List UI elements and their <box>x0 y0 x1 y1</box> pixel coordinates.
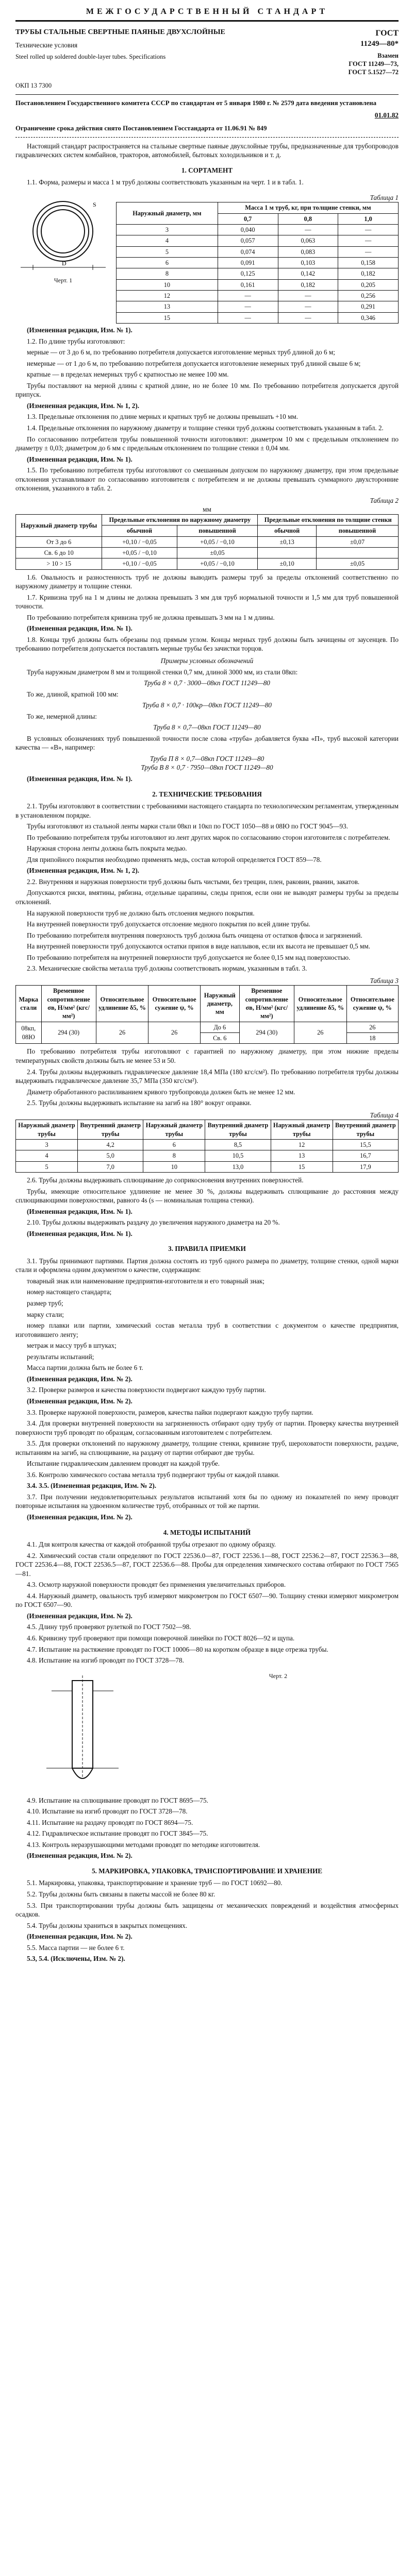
decree-date-row <box>15 111 399 120</box>
table4-head-2: Внутренний диаметр трубы <box>78 1120 143 1140</box>
table-cell: ±0,05 <box>177 547 258 558</box>
table2-head-diameter: Наружный диаметр трубы <box>16 514 102 536</box>
s1-change4: (Измененная редакция, Изм. № 1). <box>27 624 133 633</box>
table-row <box>16 547 399 558</box>
s2-p18: 2.6. Трубы должны выдерживать сплющивание до соприкосновения внутренних поверхностей. <box>27 1176 304 1184</box>
pipe-cross-section-icon <box>15 190 111 273</box>
table-cell: +0,05 / −0,10 <box>102 547 177 558</box>
s4-p13: 4.13. Контроль неразрушающими методами проводят по методике изготовителя. <box>27 1840 260 1849</box>
fig1-d-label: D <box>62 259 67 267</box>
table-cell: 13 <box>271 1150 333 1161</box>
table3-head-narrow-2: Относительное сужение ψ, % <box>346 986 398 1022</box>
section-2-title: 2. ТЕХНИЧЕСКИЕ ТРЕБОВАНИЯ <box>152 790 262 798</box>
table-row <box>117 258 399 268</box>
example-1-formula: Труба 8 × 0,7 · 3000—08кп ГОСТ 11249—80 <box>144 679 270 687</box>
s2-p11: На внутренней поверхности труб допускаются остатки припоя в виде наплывов, если их высота не превышает 0,5 мм. <box>27 942 370 951</box>
table3-row-1 <box>16 1022 399 1032</box>
s4-p1: 4.1. Для контроля качества от каждой отобранной трубы отрезают по одному образцу. <box>27 1540 276 1549</box>
table-cell <box>258 547 317 558</box>
table-cell: 0,346 <box>338 312 399 323</box>
replaces-block <box>268 52 399 76</box>
table-cell: ±0,13 <box>258 536 317 547</box>
s3-p4: размер труб; <box>27 1299 63 1308</box>
table2-head-high-2: повышенной <box>316 526 398 536</box>
s3-change1: (Измененная редакция, Изм. № 2). <box>27 1375 133 1383</box>
table-cell: 12 <box>117 291 218 301</box>
table-row <box>117 301 399 312</box>
standard-banner: МЕЖГОСУДАРСТВЕННЫЙ СТАНДАРТ <box>15 4 399 22</box>
table-cell: — <box>218 291 278 301</box>
s1-change2: (Измененная редакция, Изм. № 1, 2). <box>27 401 140 410</box>
example-3-formula: Труба 8 × 0,7—08кп ГОСТ 11249—80 <box>153 723 261 732</box>
table-cell <box>316 547 398 558</box>
s3-change3: 3.4. 3.5. (Измененная редакция, Изм. № 2). <box>27 1482 157 1490</box>
table2-head-diam-dev: Предельные отклонения по наружному диаметру <box>102 514 258 525</box>
table-cell: 0,142 <box>278 268 338 279</box>
section-5-title: 5. МАРКИРОВКА, УПАКОВКА, ТРАНСПОРТИРОВАНИЕ И ХРАНЕНИЕ <box>91 1867 323 1875</box>
table4-body <box>16 1139 399 1172</box>
s4-p10: 4.10. Испытание на изгиб проводят по ГОСТ 3728—78. <box>27 1807 188 1816</box>
table1 <box>116 202 399 324</box>
table-cell: 15 <box>271 1161 333 1172</box>
table3-head-diameter: Наружный диаметр, мм <box>200 986 239 1022</box>
examples-title: Примеры условных обозначений <box>160 657 254 665</box>
table-cell: 3 <box>16 1139 78 1150</box>
s3-p13: 3.5. Для проверки отклонений по наружному диаметру, толщине стенки, кривизне труб, шероховатости поверхности, раздаче, испытаниям на загиб, на сплющивание, на раздачу от партии отбирают две трубы. <box>15 1439 399 1456</box>
s4-change1: (Измененная редакция, Изм. № 2). <box>27 1612 133 1620</box>
table-cell: 0,057 <box>218 235 278 246</box>
table2-head-high-1: повышенной <box>177 526 258 536</box>
s2-p8: На наружной поверхности труб не должно быть отслоения медного покрытия. <box>27 909 255 917</box>
table-cell: 0,158 <box>338 258 399 268</box>
table-cell: 0,291 <box>338 301 399 312</box>
example-4: В условных обозначениях труб повышенной точности после слова «труба» добавляется буква «П», труб высокой категории качества — «В», например: <box>15 734 399 752</box>
s1-change1: (Измененная редакция, Изм. № 1). <box>27 326 133 334</box>
example-4-formula-2: Труба В 8 × 0,7 · 7950—08кп ГОСТ 11249—80 <box>141 764 273 772</box>
example-2-formula: Труба 8 × 0,7 · 100кр—08кп ГОСТ 11249—80 <box>142 701 272 709</box>
s5-change2: 5.3, 5.4. (Исключены, Изм. № 2). <box>27 1955 125 1963</box>
section-4-title: 4. МЕТОДЫ ИСПЫТАНИЙ <box>163 1528 251 1536</box>
s3-p5: марку стали; <box>27 1310 64 1318</box>
s5-p1: 5.1. Маркировка, упаковка, транспортирование и хранение труб — по ГОСТ 10692—80. <box>27 1879 283 1887</box>
s1-p8: 1.4. Предельные отклонения по наружному диаметру и толщине стенки труб должны соответствовать указанным в табл. 2. <box>27 423 384 432</box>
table-cell: > 10 > 15 <box>16 558 102 569</box>
table4-caption: Таблица 4 <box>370 1111 399 1119</box>
table3-cell: 294 (30) <box>239 1022 294 1044</box>
table2-head-wall-dev: Предельные отклонения по толщине стенки <box>258 514 399 525</box>
s4-p9: 4.9. Испытание на сплющивание проводят по ГОСТ 8695—75. <box>27 1796 208 1804</box>
table-row <box>117 279 399 290</box>
s3-p15: 3.6. Контролю химического состава металла труб подвергают трубы от каждой плавки. <box>27 1470 280 1479</box>
s4-p3: 4.3. Осмотр наружной поверхности проводят без применения увеличительных приборов. <box>27 1581 286 1589</box>
s2-p6: 2.2. Внутренняя и наружная поверхности труб должны быть чистыми, без трещин, плен, раковин, рванин, закатов. <box>27 877 360 886</box>
gost-number: 11249—80* <box>360 39 399 48</box>
table4-head-6: Внутренний диаметр трубы <box>333 1120 398 1140</box>
table1-head-diameter: Наружный диаметр, мм <box>117 202 218 225</box>
table-cell: +0,05 / −0,10 <box>177 536 258 547</box>
s3-p1: 3.1. Трубы принимают партиями. Партия должна состоять из труб одного размера по диаметру, толщине стенки, одной марки стали и оформлена одним документом о качестве, содержащим: <box>15 1257 399 1274</box>
example-4-formula-1: Труба П 8 × 0,7—08кп ГОСТ 11249—80 <box>150 754 264 762</box>
s1-p4: немерные — от 1 до 6 м, по требованию потребителя допускается изготовление немерных труб длиной свыше 6 м; <box>27 359 361 367</box>
s3-p11: 3.3. Проверке наружной поверхности, размеров, качества пайки подвергают каждую трубу партии. <box>27 1408 313 1416</box>
s3-p9: Масса партии должна быть не более 6 т. <box>27 1364 143 1372</box>
table-cell: 0,083 <box>278 246 338 257</box>
table3-head-elong-2: Относительное удлинение δ5, % <box>294 986 346 1022</box>
s5-p4: 5.4. Трубы должны храниться в закрытых помещениях. <box>27 1921 188 1929</box>
okp-code: ОКП 13 7300 <box>15 81 399 95</box>
gost-label: ГОСТ <box>375 29 399 38</box>
s3-p3: номер настоящего стандарта; <box>27 1288 112 1296</box>
table-cell: +0,05 / −0,10 <box>177 558 258 569</box>
s3-change4: (Измененная редакция, Изм. № 2). <box>27 1513 133 1521</box>
table-cell: 0,256 <box>338 291 399 301</box>
example-3: То же, немерной длины: <box>27 712 97 720</box>
s1-p14: 1.8. Концы труб должны быть обрезаны под прямым углом. Концы мерных труб должны быть зачищены от заусенцев. По требованию потребителя допускается поставлять мерные трубы без зачистки торцов. <box>15 635 399 653</box>
table-cell: 10 <box>117 279 218 290</box>
s2-p5: Для припойного покрытия необходимо применять медь, состав которой определяется ГОСТ 859—78. <box>27 855 322 863</box>
s3-p7: метраж и массу труб в штуках; <box>27 1342 117 1350</box>
s1-p6: Трубы поставляют на мерной длины с кратной длине, но не более 10 мм. По требованию потребителя допускается другой припуск. <box>15 381 399 399</box>
s2-p9: На внутренней поверхности труб допускается отслоение медного покрытия по всей длине трубы. <box>27 920 310 928</box>
table-cell: ±0,10 <box>258 558 317 569</box>
title-en: Steel rolled up soldered double-layer tubes. Specifications <box>15 53 166 61</box>
table-cell: 8 <box>143 1150 205 1161</box>
s2-p3: По требованию потребителя трубы изготовляют из лент других марок по согласованию сторон изготовителя с потребителем. <box>27 833 390 841</box>
table-cell: — <box>278 291 338 301</box>
table4 <box>15 1120 399 1173</box>
table3-cell: 26 <box>148 1022 200 1044</box>
table-cell: 0,182 <box>338 268 399 279</box>
table-cell: +0,10 / −0,05 <box>102 558 177 569</box>
s3-p8: результаты испытаний; <box>27 1352 94 1361</box>
table-cell: — <box>278 312 338 323</box>
table3-head-grade: Марка стали <box>16 986 42 1022</box>
table-cell: 12 <box>271 1139 333 1150</box>
table3-cell: 294 (30) <box>41 1022 96 1044</box>
table4-head-5: Наружный диаметр трубы <box>271 1120 333 1140</box>
table3-cell: 08кп, 08Ю <box>16 1022 42 1044</box>
table3-cell: 26 <box>346 1022 398 1032</box>
table-cell: От 3 до 6 <box>16 536 102 547</box>
table-row <box>117 268 399 279</box>
decree-body: Постановлением Государственного комитета СССР по стандартам от 5 января 1980 г. № 2579 дата введения установлена <box>15 99 377 107</box>
header-right <box>268 26 399 76</box>
s3-p2: товарный знак или наименование предприятия-изготовителя и его товарный знак; <box>27 1277 264 1285</box>
table4-head-1: Наружный диаметр трубы <box>16 1120 78 1140</box>
s4-p12: 4.12. Гидравлическое испытание проводят по ГОСТ 3845—75. <box>27 1829 208 1838</box>
table2-caption: Таблица 2 <box>370 496 399 504</box>
table-row <box>16 1150 399 1161</box>
s2-p17: 2.5. Трубы должны выдерживать испытание на загиб на 180° вокруг оправки. <box>27 1099 252 1107</box>
s4-change2: (Измененная редакция, Изм. № 2). <box>27 1852 133 1860</box>
table-row <box>16 558 399 569</box>
table1-head-10: 1,0 <box>338 213 399 224</box>
s2-p16: Диаметр обработанного распиливанием кривого трубопровода должен быть не менее 12 мм. <box>27 1088 295 1096</box>
s1-p5: кратные — в пределах немерных труб с кратностью не менее 100 мм. <box>27 370 229 379</box>
table-row <box>117 246 399 257</box>
table3-cell: До 6 <box>200 1022 239 1032</box>
table1-block <box>116 190 399 324</box>
table-cell: 4 <box>16 1150 78 1161</box>
table3-head-strength: Временное сопротивление σв, Н/мм² (кгс/мм²) <box>41 986 96 1022</box>
table-cell: 0,125 <box>218 268 278 279</box>
table-cell: 4,2 <box>78 1139 143 1150</box>
table1-caption: Таблица 1 <box>370 193 399 201</box>
s2-change3: (Измененная редакция, Изм. № 1). <box>27 1229 133 1238</box>
table-cell: Св. 6 до 10 <box>16 547 102 558</box>
table-cell: 17,9 <box>333 1161 398 1172</box>
table-cell: ±0,07 <box>316 536 398 547</box>
s4-p11: 4.11. Испытание на раздачу проводят по ГОСТ 8694—75. <box>27 1818 193 1826</box>
s2-p4: Наружная сторона ленты должна быть покрыта медью. <box>27 844 187 853</box>
s1-p2: 1.2. По длине трубы изготовляют: <box>27 337 125 345</box>
s5-p2: 5.2. Трубы должны быть связаны в пакеты массой не более 80 кг. <box>27 1890 216 1898</box>
document-page <box>15 0 399 1963</box>
table-cell: 7,0 <box>78 1161 143 1172</box>
table2-unit: мм <box>203 505 211 514</box>
table-cell: 5 <box>117 246 218 257</box>
table3-caption: Таблица 3 <box>370 976 399 985</box>
table-cell: 3 <box>117 224 218 235</box>
figure2-text <box>158 1670 399 1681</box>
s3-p12: 3.4. Для проверки внутренней поверхности на загрязненность отбирают одну трубу от партии. Проверку качества внутренней поверхности труб проводят по образцам, согласованным изготовителем с потребителем. <box>15 1419 399 1436</box>
s2-change2: (Измененная редакция, Изм. № 1). <box>27 1207 133 1215</box>
table-cell: 13 <box>117 301 218 312</box>
table1-body <box>117 224 399 323</box>
table3-head-elong: Относительное удлинение δ5, % <box>96 986 148 1022</box>
s3-p6: номер плавки или партии, химический состав металла труб в соответствии с документом о качестве предприятия, изготовившего ленту; <box>15 1321 399 1338</box>
table-cell: 0,205 <box>338 279 399 290</box>
document-header <box>15 26 399 76</box>
s4-p7: 4.7. Испытание на растяжение проводят по ГОСТ 10006—80 на коротком образце в виде отрезка трубы. <box>27 1645 328 1653</box>
table3-cell: 18 <box>346 1033 398 1044</box>
table-cell: — <box>278 301 338 312</box>
table-cell: 8 <box>117 268 218 279</box>
s1-change5: (Измененная редакция, Изм. № 1). <box>27 775 133 783</box>
table-cell: 6 <box>117 258 218 268</box>
bend-test-figure-icon <box>15 1670 150 1794</box>
section-1-title: 1. СОРТАМЕНТ <box>181 166 233 174</box>
replaces-2: ГОСТ 5.1527—72 <box>348 68 399 76</box>
table-cell: 0,040 <box>218 224 278 235</box>
table-cell: 0,103 <box>278 258 338 268</box>
subtitle: Технические условия <box>15 41 78 49</box>
s1-p13: По требованию потребителя кривизна труб не должна превышать 3 мм на 1 м длины. <box>27 613 275 621</box>
table4-head-3: Наружный диаметр трубы <box>143 1120 205 1140</box>
table-cell: — <box>218 312 278 323</box>
s1-change3: (Измененная редакция, Изм. № 1). <box>27 455 133 463</box>
table2-body <box>16 536 399 569</box>
s3-p10: 3.2. Проверке размеров и качества поверхности подвергают каждую трубу партии. <box>27 1386 266 1394</box>
s5-change1: (Измененная редакция, Изм. № 2). <box>27 1933 133 1941</box>
table-cell: 5 <box>16 1161 78 1172</box>
table-cell: ±0,05 <box>316 558 398 569</box>
table-cell: 6 <box>143 1139 205 1150</box>
s2-p2: Трубы изготовляют из стальной ленты марки стали 08кп и 10кп по ГОСТ 1050—88 и 08Ю по ГОСТ 9045—93. <box>27 822 349 831</box>
header-left <box>15 26 261 76</box>
table-cell: +0,10 / −0,05 <box>102 536 177 547</box>
s2-p7: Допускаются риски, вмятины, рябизна, отдельные царапины, следы припоя, если они не выводят размеры трубы за пределы отклонений. <box>15 889 399 906</box>
figure2-block <box>15 1670 399 1794</box>
s1-p9: По согласованию потребителя трубы повышенной точности изготовляют: диаметром 10 мм с предельным отклонением по диаметру ± 0,03; диаметром до 6 мм с предельным отклонением по толщине стенки ± 0,04 мм. <box>15 435 399 452</box>
table-row <box>117 312 399 323</box>
table-row <box>117 235 399 246</box>
s2-p10: По требованию потребителя внутренняя поверхность труб должна быть очищена от остатков флюса и загрязнений. <box>27 931 362 939</box>
table4-head-4: Внутренний диаметр трубы <box>205 1120 271 1140</box>
s3-p14: Испытание гидравлическим давлением проводят на каждой трубе. <box>27 1460 220 1468</box>
table-cell: 10,5 <box>205 1150 271 1161</box>
table-cell: 5,0 <box>78 1150 143 1161</box>
s2-p14: По требованию потребителя трубы изготовляют с гарантией по наружному диаметру, при этом нижние пределы температурных свойств должны быть не менее 53 и 50. <box>15 1047 399 1065</box>
s1-p12: 1.7. Кривизна труб на 1 м длины не должна превышать 3 мм для труб нормальной точности и 1,5 мм для труб повышенной точности. <box>15 593 399 611</box>
table1-head-07: 0,7 <box>218 213 278 224</box>
figure1-and-table1 <box>15 190 399 324</box>
table-cell: 0,091 <box>218 258 278 268</box>
example-2: То же, длиной, кратной 100 мм: <box>27 690 119 698</box>
decree-date: 01.01.82 <box>374 111 399 119</box>
table3-head-strength-2: Временное сопротивление σв, Н/мм² (кгс/мм²) <box>239 986 294 1022</box>
table-cell: 13,0 <box>205 1161 271 1172</box>
table1-head-08: 0,8 <box>278 213 338 224</box>
decree-validity: Ограничение срока действия снято Постановлением Госстандарта от 11.06.91 № 849 <box>15 124 267 132</box>
table-cell: 0,182 <box>278 279 338 290</box>
table-cell: 0,161 <box>218 279 278 290</box>
table-cell: 8,5 <box>205 1139 271 1150</box>
section-3-title: 3. ПРАВИЛА ПРИЕМКИ <box>168 1245 246 1253</box>
table2-head-normal-2: обычной <box>258 526 317 536</box>
s1-p3: мерные — от 3 до 6 м, по требованию потребителя допускается изготовление мерных труб длиной до 6 м; <box>27 348 335 357</box>
table-cell: — <box>278 224 338 235</box>
example-1: Труба наружным диаметром 8 мм и толщиной стенки 0,7 мм, длиной 3000 мм, из стали 08кп: <box>27 668 298 676</box>
table-cell: — <box>338 224 399 235</box>
s2-p19: Трубы, имеющие относительное удлинение не менее 30 %, должны выдерживать сплющивание до расстояния между сплющивающими поверхностями, равного 4s (s — номинальная толщина стенки). <box>15 1187 399 1205</box>
table-cell: 15,5 <box>333 1139 398 1150</box>
table-cell: 16,7 <box>333 1150 398 1161</box>
s4-p6: 4.6. Кривизну труб проверяют при помощи поверочной линейки по ГОСТ 8026—92 и щупа. <box>27 1634 295 1642</box>
table-row <box>16 1139 399 1150</box>
figure2-caption: Черт. 2 <box>269 1672 288 1680</box>
s2-p20: 2.10. Трубы должны выдерживать раздачу до увеличения наружного диаметра на 20 %. <box>27 1218 280 1227</box>
s1-p11: 1.6. Овальность и разностенность труб не должны выводить размеры труб за пределы отклонений соответственно по наружному диаметру и толщине стенки. <box>15 573 399 590</box>
table3-cell: Св. 6 <box>200 1033 239 1044</box>
replaces-1: ГОСТ 11249—73, <box>349 60 399 68</box>
replaces-label: Взамен <box>377 52 399 60</box>
intro-paragraph: Настоящий стандарт распространяется на стальные свертные паяные двухслойные трубы, предназначенные для трубопроводов гидравлических систем комбайнов, тракторов, автомобилей, бытовых холодильников и т. д. <box>15 142 399 159</box>
table2 <box>15 514 399 570</box>
table-cell: — <box>338 235 399 246</box>
table3-head-narrow: Относительное сужение ψ, % <box>148 986 200 1022</box>
s2-p13: 2.3. Механические свойства металла труб должны соответствовать нормам, указанным в табл. 3. <box>27 964 307 973</box>
divider-1 <box>15 137 399 138</box>
s1-p1: 1.1. Форма, размеры и масса 1 м труб должны соответствовать указанным на черт. 1 и в табл. 1. <box>27 178 304 187</box>
table3-cell: 26 <box>294 1022 346 1044</box>
s2-p12: По требованию потребителя на внутренней поверхности труб допускается не более 0,15 мм над поверхностью. <box>27 953 351 961</box>
table-row <box>16 1161 399 1172</box>
table3-cell: 26 <box>96 1022 148 1044</box>
s5-p5: 5.5. Масса партии — не более 6 т. <box>27 1943 125 1952</box>
figure1-caption: Черт. 1 <box>54 277 73 284</box>
table3 <box>15 985 399 1044</box>
s4-p8: 4.8. Испытание на изгиб проводят по ГОСТ 3728—78. <box>27 1656 184 1665</box>
s4-p4: 4.4. Наружный диаметр, овальность труб измеряют микрометром по ГОСТ 6507—90. Толщину стенки измеряют микрометром по ГОСТ 6507—90. <box>15 1591 399 1609</box>
fig1-s-label: S <box>93 200 96 208</box>
table-row <box>117 224 399 235</box>
table-cell: 0,074 <box>218 246 278 257</box>
s1-p7: 1.3. Предельные отклонения по длине мерных и кратных труб не должны превышать +10 мм. <box>27 413 299 421</box>
title-ru: ТРУБЫ СТАЛЬНЫЕ СВЕРТНЫЕ ПАЯНЫЕ ДВУХСЛОЙНЫЕ <box>15 28 225 37</box>
s2-p1: 2.1. Трубы изготовляют в соответствии с требованиями настоящего стандарта по технологическим регламентам, утвержденным в установленном порядке. <box>15 802 399 819</box>
table-cell: 0,063 <box>278 235 338 246</box>
s4-p5: 4.5. Длину труб проверяют рулеткой по ГОСТ 7502—98. <box>27 1623 191 1631</box>
table-cell: — <box>338 246 399 257</box>
s2-change1: (Измененная редакция, Изм. № 1, 2). <box>27 867 140 875</box>
s2-p15: 2.4. Трубы должны выдерживать гидравлическое давление 18,4 МПа (180 кгс/см²). По требованию потребителя трубы должны выдерживать гидравлическое давление 35,7 МПа (350 кгс/см²). <box>15 1067 399 1085</box>
table-cell: 4 <box>117 235 218 246</box>
table-cell: 15 <box>117 312 218 323</box>
table1-head-mass: Масса 1 м труб, кг, при толщине стенки, мм <box>218 202 398 213</box>
table-row <box>117 291 399 301</box>
table-cell: — <box>218 301 278 312</box>
s4-p2: 4.2. Химический состав стали определяют по ГОСТ 22536.0—87, ГОСТ 22536.1—88, ГОСТ 22536.2—87, ГОСТ 22536.3—88, ГОСТ 22536.4—88, ГОСТ 22536.5—87, ГОСТ 22536.6—88. Пробы для определения химического состава отбирают по ГОСТ 7565—81. <box>15 1551 399 1578</box>
table2-head-normal-1: обычной <box>102 526 177 536</box>
table-row <box>16 536 399 547</box>
table-cell: 10 <box>143 1161 205 1172</box>
s3-p16: 3.7. При получении неудовлетворительных результатов испытаний хотя бы по одному из показателей по нему проводят повторные испытания на удвоенном количестве труб, отобранных от той же партии. <box>15 1493 399 1510</box>
s3-change2: (Измененная редакция, Изм. № 2). <box>27 1397 133 1405</box>
decree-text <box>15 99 399 108</box>
figure1-container <box>15 190 111 285</box>
s5-p3: 5.3. При транспортировании трубы должны быть защищены от механических повреждений и воздействия атмосферных осадков. <box>15 1901 399 1919</box>
s1-p10: 1.5. По требованию потребителя трубы изготовляют со смешанным допуском по наружному диаметру, при этом предельные отклонения устанавливают по согласованию изготовителя с потребителем и не должны превышать суммарного двухсторонние отклонения, указанного в табл. 2. <box>15 466 399 493</box>
